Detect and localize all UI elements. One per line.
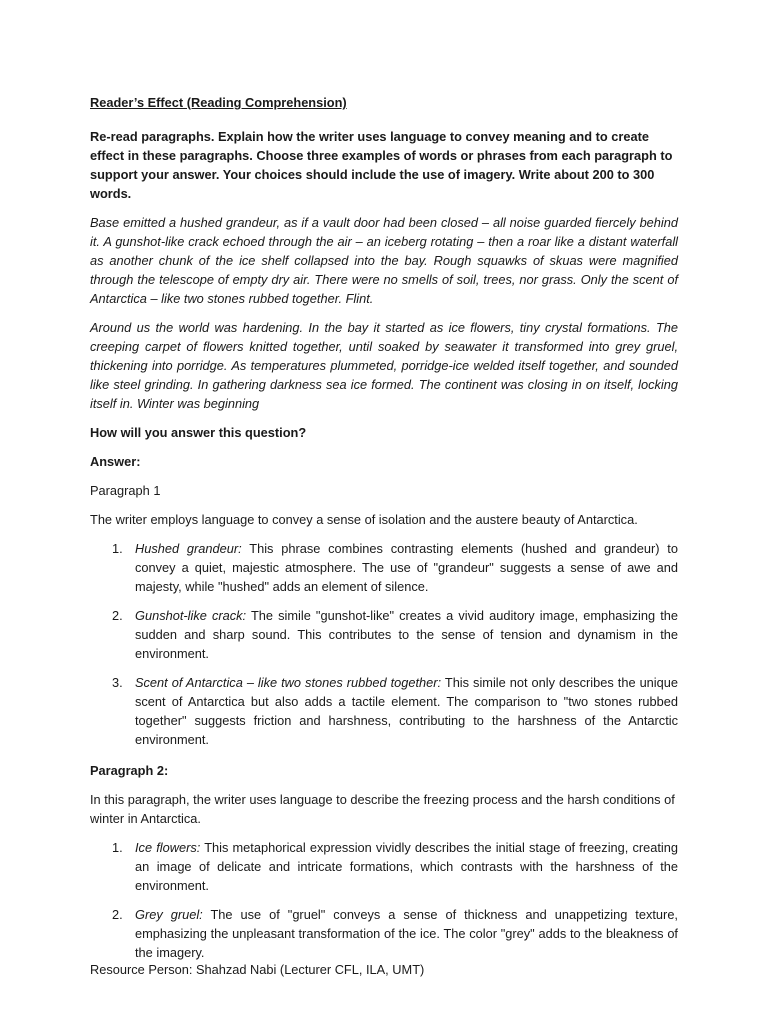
list-item-term: Scent of Antarctica – like two stones rubbed together: [135,675,442,690]
answer-label: Answer: [90,454,141,469]
paragraph-1-intro: The writer employs language to convey a sense of isolation and the austere beauty of Antarctica. [90,512,638,527]
page-title: Reader’s Effect (Reading Comprehension) [90,95,347,110]
list-item-term: Gunshot-like crack: [135,608,247,623]
list-item [90,838,678,895]
list-item-text: This metaphorical expression vividly describes the initial stage of freezing, creating an image of delicate and intricate formations, which contrasts with the harshness of the environment. [135,840,678,893]
list-item [90,539,678,596]
list-number: 1. [112,840,123,855]
paragraph-1-heading: Paragraph 1 [90,483,161,498]
list-item-term: Grey gruel: [135,907,203,922]
list-item-text: This phrase combines contrasting elements (hushed and grandeur) to convey a quiet, majestic atmosphere. The use of "grandeur" suggests a sense of awe and majesty, while "hushed" adds an element of silence. [135,541,678,594]
list-number: 2. [112,907,123,922]
list-number: 2. [112,608,123,623]
list-item-text: The use of "gruel" conveys a sense of thickness and unappetizing texture, emphasizing the unpleasant transformation of the ice. The color "grey" adds to the bleakness of the imagery. [135,907,678,960]
paragraph-2-list [90,838,678,962]
list-item-term: Ice flowers: [135,840,201,855]
list-number: 3. [112,675,123,690]
list-item-text: The simile "gunshot-like" creates a vivid auditory image, emphasizing the sudden and sharp sound. This contributes to the sense of tension and dynamism in the environment. [135,608,678,661]
document-body [90,93,678,974]
list-item-text: This simile not only describes the unique scent of Antarctica but also adds a tactile element. The comparison to "two stones rubbed together" suggests friction and harshness, contributing to the harshness of the Antarctic environment. [135,675,678,747]
list-item [90,905,678,962]
list-number: 1. [112,541,123,556]
list-item-term: Hushed grandeur: [135,541,242,556]
footer-resource-person: Resource Person: Shahzad Nabi (Lecturer CFL, ILA, UMT) [90,962,425,977]
list-item [90,673,678,749]
passage-paragraph-1: Base emitted a hushed grandeur, as if a vault door had been closed – all noise guarded fiercely behind it. A gunshot-like crack echoed through the air – an iceberg rotating – then a roar like a distant waterfall as another chunk of the ice shelf collapsed into the bay. Rough squawks of skuas were magnified through the telescope of empty dry air. There were no smells of soil, trees, nor grass. Only the scent of Antarctica – like two stones rubbed together. Flint. [90,215,678,306]
list-item [90,606,678,663]
question-heading: How will you answer this question? [90,425,307,440]
passage-paragraph-2: Around us the world was hardening. In the bay it started as ice flowers, tiny crystal formations. The creeping carpet of flowers knitted together, until soaked by seawater it transformed into grey gruel, thickening into porridge. As temperatures plummeted, porridge-ice welded itself together, and sounded like steel grinding. In gathering darkness sea ice formed. The continent was closing in on itself, locking itself in. Winter was beginning [90,320,678,411]
paragraph-2-heading: Paragraph 2: [90,763,169,778]
paragraph-1-list [90,539,678,749]
instructions: Re-read paragraphs. Explain how the writer uses language to convey meaning and to create effect in these paragraphs. Choose three examples of words or phrases from each paragraph to support your answer. Your choices should include the use of imagery. Write about 200 to 300 words. [90,129,673,201]
paragraph-2-intro: In this paragraph, the writer uses language to describe the freezing process and the harsh conditions of winter in Antarctica. [90,792,675,826]
